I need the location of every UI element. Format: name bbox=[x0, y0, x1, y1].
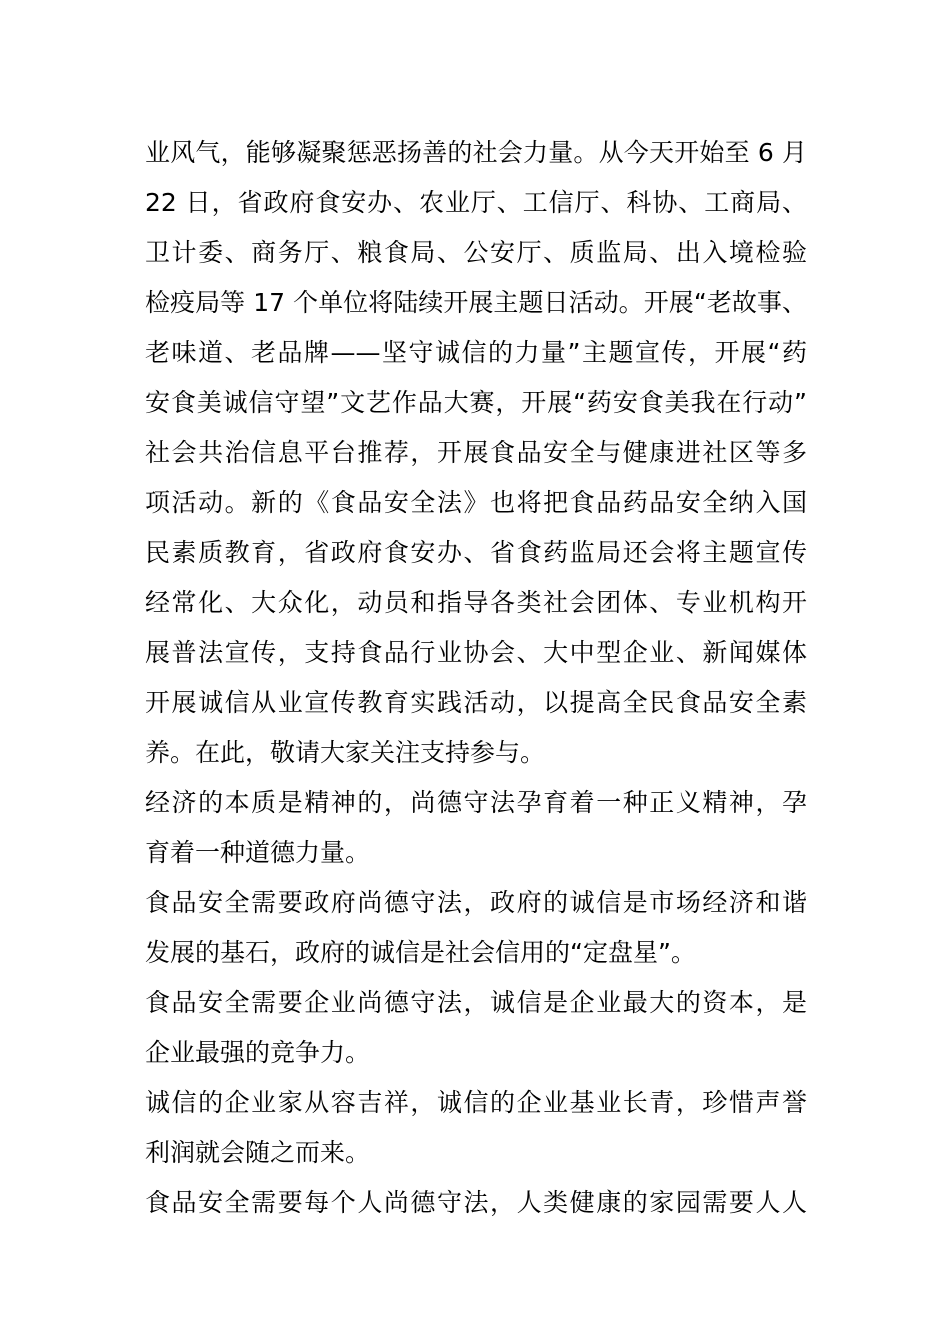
text-line: 民素质教育，省政府食安办、省食药监局还会将主题宣传 bbox=[145, 538, 807, 567]
text-line: 养。在此，敬请大家关注支持参与。 bbox=[145, 738, 546, 767]
text-line: 诚信的企业家从容吉祥，诚信的企业基业长青，珍惜声誉 bbox=[145, 1088, 807, 1117]
text-line: 开展诚信从业宣传教育实践活动，以提高全民食品安全素 bbox=[145, 688, 807, 717]
text-line: 食品安全需要企业尚德守法，诚信是企业最大的资本，是 bbox=[145, 988, 807, 1017]
text-line: 展普法宣传，支持食品行业协会、大中型企业、新闻媒体 bbox=[145, 638, 807, 667]
body-text bbox=[145, 128, 807, 1228]
text-line: 社会共治信息平台推荐，开展食品安全与健康进社区等多 bbox=[145, 438, 807, 467]
text-line: 22 日，省政府食安办、农业厅、工信厅、科协、工商局、 bbox=[145, 188, 807, 217]
text-line: 经常化、大众化，动员和指导各类社会团体、专业机构开 bbox=[145, 588, 807, 617]
text-line: 企业最强的竞争力。 bbox=[145, 1038, 371, 1067]
text-line: 食品安全需要政府尚德守法，政府的诚信是市场经济和谐 bbox=[145, 888, 807, 917]
text-line: 安食美诚信守望”文艺作品大赛，开展“药安食美我在行动” bbox=[145, 388, 807, 417]
text-line: 项活动。新的《食品安全法》也将把食品药品安全纳入国 bbox=[145, 488, 807, 517]
text-line: 检疫局等 17 个单位将陆续开展主题日活动。开展“老故事、 bbox=[145, 288, 807, 317]
text-line: 育着一种道德力量。 bbox=[145, 838, 371, 867]
text-line: 发展的基石，政府的诚信是社会信用的“定盘星”。 bbox=[145, 938, 696, 967]
text-line: 利润就会随之而来。 bbox=[145, 1138, 371, 1167]
text-line: 卫计委、商务厅、粮食局、公安厅、质监局、出入境检验 bbox=[145, 238, 807, 267]
text-line: 食品安全需要每个人尚德守法，人类健康的家园需要人人 bbox=[145, 1188, 807, 1217]
text-line: 老味道、老品牌——坚守诚信的力量”主题宣传，开展“药 bbox=[145, 338, 807, 367]
text-line: 经济的本质是精神的，尚德守法孕育着一种正义精神，孕 bbox=[145, 788, 807, 817]
text-line: 业风气，能够凝聚惩恶扬善的社会力量。从今天开始至 6 月 bbox=[145, 138, 807, 167]
